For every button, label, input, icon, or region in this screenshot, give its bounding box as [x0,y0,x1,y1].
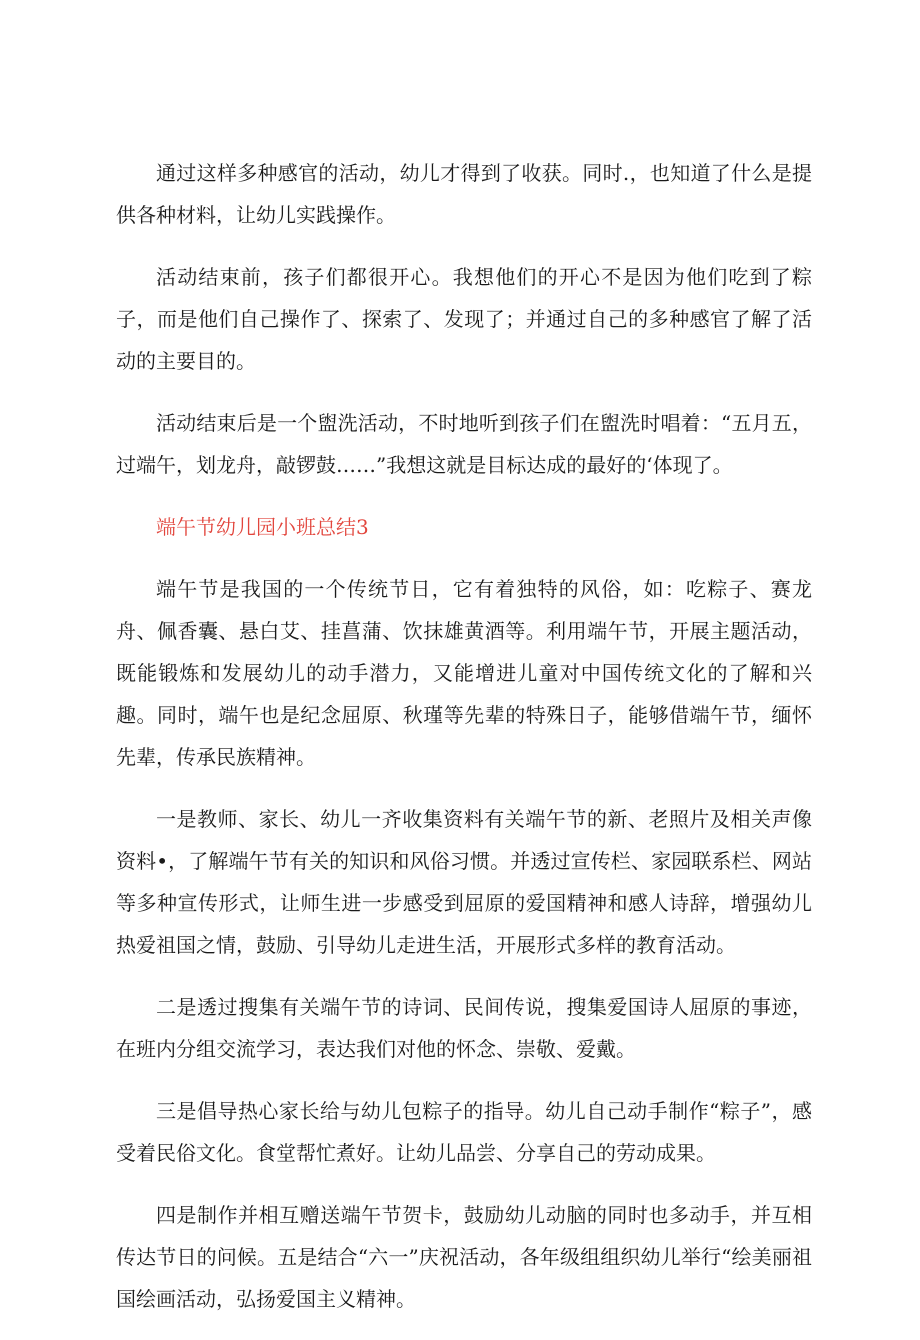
paragraph: 端午节是我国的一个传统节日，它有着独特的风俗，如：吃粽子、赛龙舟、佩香囊、悬白艾、挂菖蒲、饮抹雄黄酒等。利用端午节，开展主题活动，既能锻炼和发展幼儿的动手潜力，又能增进儿童对中国传统文化的了解和兴趣。同时，端午也是纪念屈原、秋瑾等先辈的特殊日子，能够借端午节，缅怀先辈，传承民族精神。 [116,577,812,769]
paragraph: 一是教师、家长、幼儿一齐收集资料有关端午节的新、老照片及相关声像资料•，了解端午节有关的知识和风俗习惯。并透过宣传栏、家园联系栏、网站等多种宣传形式，让师生进一步感受到屈原的爱国精神和感人诗辞，增强幼儿热爱祖国之情，鼓励、引导幼儿走进生活，开展形式多样的教育活动。 [116,807,812,957]
paragraph: 活动结束前，孩子们都很开心。我想他们的开心不是因为他们吃到了粽子，而是他们自己操作了、探索了、发现了；并通过自己的多种感官了解了活动的主要目的。 [116,265,812,373]
paragraph: 活动结束后是一个盥洗活动，不时地听到孩子们在盥洗时唱着：“五月五，过端午，划龙舟，敲锣鼓……”我想这就是目标达成的最好的‘体现了。 [116,411,812,477]
paragraph: 四是制作并相互赠送端午节贺卡，鼓励幼儿动脑的同时也多动手，并互相传达节日的问候。五是结合“六一”庆祝活动，各年级组组织幼儿举行“绘美丽祖国绘画活动，弘扬爱国主义精神。 [116,1203,812,1311]
section-heading: 端午节幼儿园小班总结3 [156,515,369,539]
paragraph: 通过这样多种感官的活动，幼儿才得到了收获。同时.，也知道了什么是提供各种材料，让幼儿实践操作。 [116,161,812,227]
document-body [116,152,812,1340]
paragraph: 三是倡导热心家长给与幼儿包粽子的指导。幼儿自己动手制作“粽子”，感受着民俗文化。食堂帮忙煮好。让幼儿品尝、分享自己的劳动成果。 [116,1099,812,1165]
paragraph: 二是透过搜集有关端午节的诗词、民间传说，搜集爱国诗人屈原的事迹，在班内分组交流学习，表达我们对他的怀念、崇敬、爱戴。 [116,995,812,1061]
